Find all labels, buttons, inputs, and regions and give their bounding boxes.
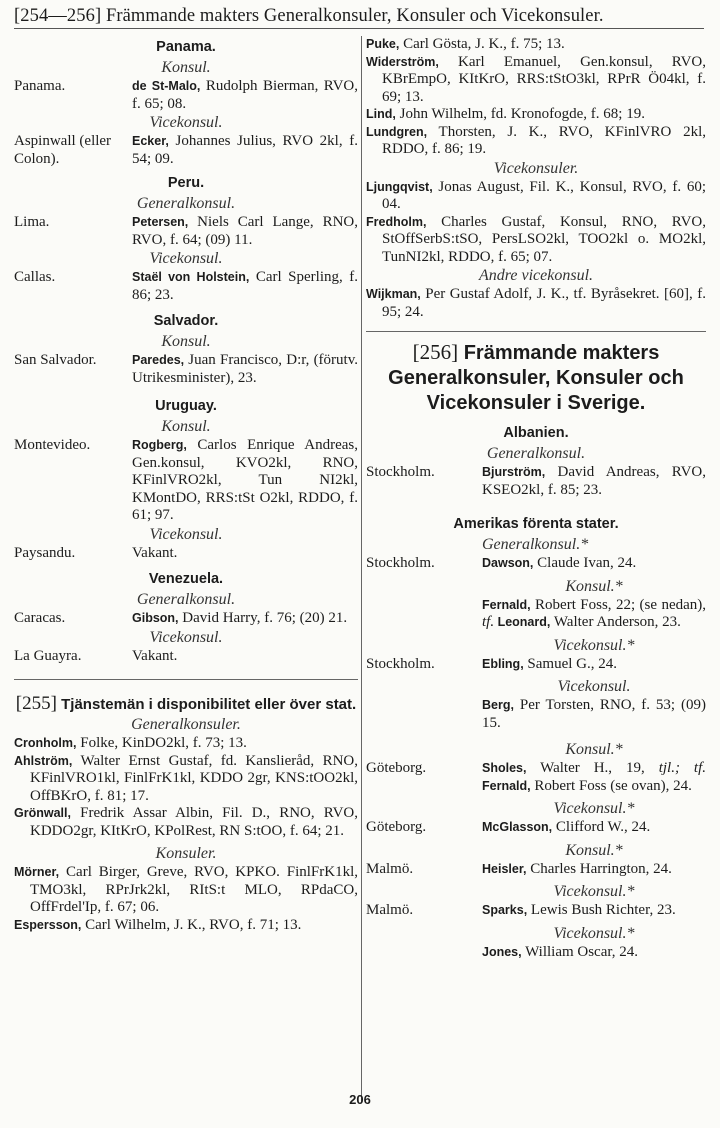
entry-details: Clifford W., 24. <box>552 819 651 835</box>
location: Stockholm. <box>366 464 435 480</box>
person-name: Jones, <box>482 944 522 959</box>
person-name: Heisler, <box>482 861 527 876</box>
rank-heading: Vicekonsul.* <box>553 800 635 817</box>
location <box>366 597 482 632</box>
rank-heading: Konsul. <box>161 59 211 76</box>
entry-text: Vakant. <box>132 544 178 561</box>
entry <box>14 545 358 563</box>
section-number: [256] <box>412 340 459 364</box>
rank-heading: Vicekonsuler. <box>493 159 579 177</box>
section-divider <box>366 331 706 332</box>
person-name: Rogberg, <box>132 438 187 452</box>
person-name: Ljungqvist, <box>366 179 433 194</box>
entry <box>366 697 706 732</box>
entry <box>366 656 706 674</box>
rank-heading: Vicekonsul.* <box>553 636 635 654</box>
person-name: Staël von Holstein, <box>132 270 250 284</box>
entry-text <box>132 78 358 113</box>
person-name: McGlasson, <box>482 820 553 834</box>
section-title: Främmande makters Generalkonsuler, Konsuler och Vicekonsuler i Sverige. <box>388 342 684 414</box>
entry-text <box>132 610 358 628</box>
list-item <box>14 917 358 935</box>
entry <box>366 944 706 962</box>
location: Stockholm. <box>366 655 435 672</box>
entry-details: Charles Gustaf, Konsul, RNO, RVO, StOffSerbS:tSO, PersLSO2kl, TOO2kl o. MO2kl, TunNI2kl, RDDO, f. 65; 07. <box>382 213 706 265</box>
entry-details: Claude Ivan, 24. <box>533 555 637 571</box>
entry-details: Johannes Julius, RVO 2kl, f. 54; 09. <box>132 133 358 167</box>
entry-text <box>482 819 706 837</box>
list-item <box>366 106 706 124</box>
entry-details: Per Torsten, RNO, f. 53; (09) 15. <box>482 697 706 731</box>
entry-text <box>482 944 706 962</box>
entry <box>366 861 706 879</box>
country-heading-salvador: Salvador. <box>153 313 219 329</box>
entry <box>366 819 706 837</box>
list-item <box>14 735 358 753</box>
entry <box>14 133 358 168</box>
person-name: Leonard, <box>494 615 551 629</box>
list-item <box>14 753 358 806</box>
person-name: Widerström, <box>366 54 439 69</box>
entry-text <box>482 902 706 920</box>
rank-heading: Generalkonsul.* <box>482 536 589 553</box>
country-heading-venezuela: Venezuela. <box>148 571 224 587</box>
person-name: Bjurström, <box>482 465 546 479</box>
person-name: Ahlström, <box>14 753 73 768</box>
list-item <box>366 286 706 321</box>
person-name: Gibson, <box>132 611 179 625</box>
entry-details: William Oscar, 24. <box>521 943 639 960</box>
location: Panama. <box>14 78 66 94</box>
entry <box>14 269 358 304</box>
entry <box>366 597 706 632</box>
rank-heading: Konsul. <box>161 333 211 350</box>
list-item <box>366 179 706 214</box>
entry-details: Carl Gösta, J. K., f. 75; 13. <box>399 36 565 52</box>
entry-details: Juan Francisco, D:r, (förutv. Utrikesminister), 23. <box>132 352 358 386</box>
person-name: Lundgren, <box>366 124 428 139</box>
country-heading-albanien: Albanien. <box>503 425 569 441</box>
list-item <box>366 54 706 107</box>
location: Callas. <box>14 269 56 285</box>
entry-text <box>482 597 706 632</box>
entry-text <box>132 214 358 249</box>
rank-heading: Konsul.* <box>565 577 623 595</box>
rank-heading: Vicekonsul. <box>149 525 223 543</box>
location: Göteborg. <box>366 760 427 776</box>
running-header: [254—256] Främmande makters Generalkonsuler, Konsuler och Vicekonsuler. <box>14 6 704 29</box>
person-name: Grönwall, <box>14 806 71 820</box>
rank-heading: Vicekonsul.* <box>553 924 635 942</box>
location: Göteborg. <box>366 819 427 835</box>
person-name: Ebling, <box>482 656 524 671</box>
entry <box>14 352 358 387</box>
person-name: Petersen, <box>132 215 189 229</box>
entry-details: Carlos Enrique Andreas, Gen.konsul, KVO2kl, RNO, KFinlVRO2kl, Tun NI2kl, KMontDO, RRS:tSt O2kl, RDDO, f. 61; 97. <box>132 437 358 523</box>
rank-heading: Andre vicekonsul. <box>478 267 594 284</box>
entry-details: Lewis Bush Richter, 23. <box>527 902 676 918</box>
person-name: Mörner, <box>14 865 60 879</box>
entry-details: Robert Foss (se ovan), 24. <box>530 777 692 794</box>
rank-heading: Konsul.* <box>565 741 623 758</box>
location: Paysandu. <box>14 544 76 561</box>
entry-text <box>132 269 358 304</box>
entry-text <box>482 656 706 674</box>
entry-details: Samuel G., 24. <box>523 655 617 672</box>
entry-details: Jonas August, Fil. K., Konsul, RVO, f. 60; 04. <box>382 178 706 212</box>
country-heading-uruguay: Uruguay. <box>155 398 217 414</box>
person-name: Dawson, <box>482 556 534 570</box>
entry <box>366 760 706 795</box>
entry-details: Carl Wilhelm, J. K., RVO, f. 71; 13. <box>81 916 302 933</box>
entry <box>366 902 706 920</box>
section-number: [255] <box>15 693 57 714</box>
location: Lima. <box>14 214 50 230</box>
rank-heading: Vicekonsul. <box>149 114 223 131</box>
entry-text <box>482 464 706 499</box>
entry <box>366 555 706 573</box>
location: Stockholm. <box>366 555 435 571</box>
list-item <box>366 214 706 267</box>
konsuler-continued-list <box>366 36 706 159</box>
entry-details: Walter Ernst Gustaf, fd. Kanslieråd, RNO, KFinlVRO1kl, FinlFrK1kl, KDDO 2gr, KNS:tOO2kl, OffBKrO, f. 81; 17. <box>30 752 358 804</box>
entry-details: Karl Emanuel, Gen.konsul, RVO, KBrEmpO, KItKrO, RRS:tStO3kl, RPrR Ö04kl, f. 69; 13. <box>382 53 706 105</box>
entry <box>14 78 358 113</box>
list-item <box>366 36 706 54</box>
entry-details: Carl Sperling, f. 86; 23. <box>132 269 358 303</box>
rank-heading: Vicekonsul.* <box>553 883 635 900</box>
country-heading-panama: Panama. <box>156 39 216 55</box>
rank-heading: Generalkonsul. <box>136 591 236 608</box>
person-name: Lind, <box>366 107 396 121</box>
right-column <box>366 36 706 961</box>
abbreviation: tf. <box>482 614 495 630</box>
rank-heading: Konsul. <box>161 418 211 435</box>
rank-heading: Vicekonsul. <box>557 678 631 695</box>
entry-details: Walter H., 19, <box>526 760 659 776</box>
entry-details: Rudolph Bierman, RVO, f. 65; 08. <box>132 78 359 112</box>
entry <box>14 437 358 525</box>
entry-text <box>132 352 358 387</box>
list-item <box>366 124 706 159</box>
entry-details: Thorsten, J. K., RVO, KFinlVRO 2kl, RDDO, f. 86; 19. <box>382 123 706 157</box>
left-column <box>14 36 358 934</box>
entry-details: Per Gustaf Adolf, J. K., tf. Byråsekret. [60], f. 95; 24. <box>382 286 706 320</box>
rank-heading: Generalkonsul. <box>136 195 236 212</box>
rank-heading: Konsul.* <box>565 841 623 859</box>
section-heading-256 <box>366 340 706 416</box>
person-name: Fernald, <box>482 778 531 793</box>
generalkonsuler-list <box>14 735 358 840</box>
person-name: Fernald, <box>482 597 531 612</box>
rank-heading: Generalkonsuler. <box>131 716 241 733</box>
person-name: Puke, <box>366 37 400 51</box>
rank-heading: Vicekonsul. <box>149 250 223 267</box>
location: Montevideo. <box>14 437 91 453</box>
entry <box>14 610 358 628</box>
entry-details: Walter Anderson, 23. <box>550 614 681 630</box>
location: Malmö. <box>366 902 414 918</box>
country-heading-peru: Peru. <box>167 175 205 191</box>
konsuler-list <box>14 864 358 934</box>
vicekonsuler-list <box>366 179 706 267</box>
entry <box>366 464 706 499</box>
entry <box>14 214 358 249</box>
abbreviation: tjl.; tf. <box>658 760 706 776</box>
section-heading-255 <box>14 694 358 715</box>
entry-details: Niels Carl Lange, RNO, RVO, f. 64; (09) 11. <box>132 214 358 248</box>
rank-heading: Generalkonsul. <box>486 445 586 462</box>
person-name: Wijkman, <box>366 287 421 301</box>
entry-details: David Andreas, RVO, KSEO2kl, f. 85; 23. <box>482 464 706 498</box>
person-name: de St-Malo, <box>132 79 201 93</box>
location: La Guayra. <box>14 647 82 664</box>
location <box>366 944 482 962</box>
person-name: Sholes, <box>482 761 527 775</box>
entry-details: Charles Harrington, 24. <box>526 860 672 877</box>
entry-text <box>132 133 358 168</box>
entry-text <box>482 861 706 879</box>
person-name: Fredholm, <box>366 214 427 229</box>
page-number: 206 <box>349 1092 371 1107</box>
location: Caracas. <box>14 610 66 626</box>
person-name: Berg, <box>482 698 514 712</box>
entry <box>14 648 358 666</box>
country-heading-usa: Amerikas förenta stater. <box>453 516 619 532</box>
entry-details: Folke, KinDO2kl, f. 73; 13. <box>76 735 247 751</box>
entry-details: David Harry, f. 76; (20) 21. <box>178 610 348 626</box>
entry-details: Carl Birger, Greve, RVO, KPKO. FinlFrK1kl, TMO3kl, RPrJrk2kl, RItS:t MLO, RPdaCO, OffFrdel'Ip, f. 67; 06. <box>30 864 358 915</box>
location: Aspinwall (eller Colon). <box>14 133 112 167</box>
entry-details: Robert Foss, 22; (se nedan), <box>530 596 706 613</box>
person-name: Ecker, <box>132 134 169 148</box>
person-name: Paredes, <box>132 353 185 367</box>
entry-text <box>482 697 706 732</box>
entry-text <box>482 760 706 795</box>
list-item <box>14 864 358 917</box>
location <box>366 697 482 732</box>
column-divider <box>361 36 362 1102</box>
section-divider <box>14 679 358 680</box>
location: Malmö. <box>366 860 414 877</box>
location: San Salvador. <box>14 352 97 368</box>
entry-details: John Wilhelm, fd. Kronofogde, f. 68; 19. <box>395 106 645 122</box>
person-name: Cronholm, <box>14 736 77 750</box>
entry-details: Fredrik Assar Albin, Fil. D., RNO, RVO, KDDO2gr, KItKrO, KPolRest, RN S:tOO, f. 64; 21. <box>30 805 358 839</box>
entry-text <box>482 555 706 573</box>
entry-text <box>132 437 358 525</box>
person-name: Sparks, <box>482 903 528 917</box>
list-item <box>14 805 358 840</box>
entry-text: Vakant. <box>132 647 178 664</box>
rank-heading: Konsuler. <box>155 845 217 862</box>
person-name: Espersson, <box>14 917 82 932</box>
rank-heading: Vicekonsul. <box>149 628 223 646</box>
section-title: Tjänstemän i disponibilitet eller över stat. <box>56 696 357 713</box>
